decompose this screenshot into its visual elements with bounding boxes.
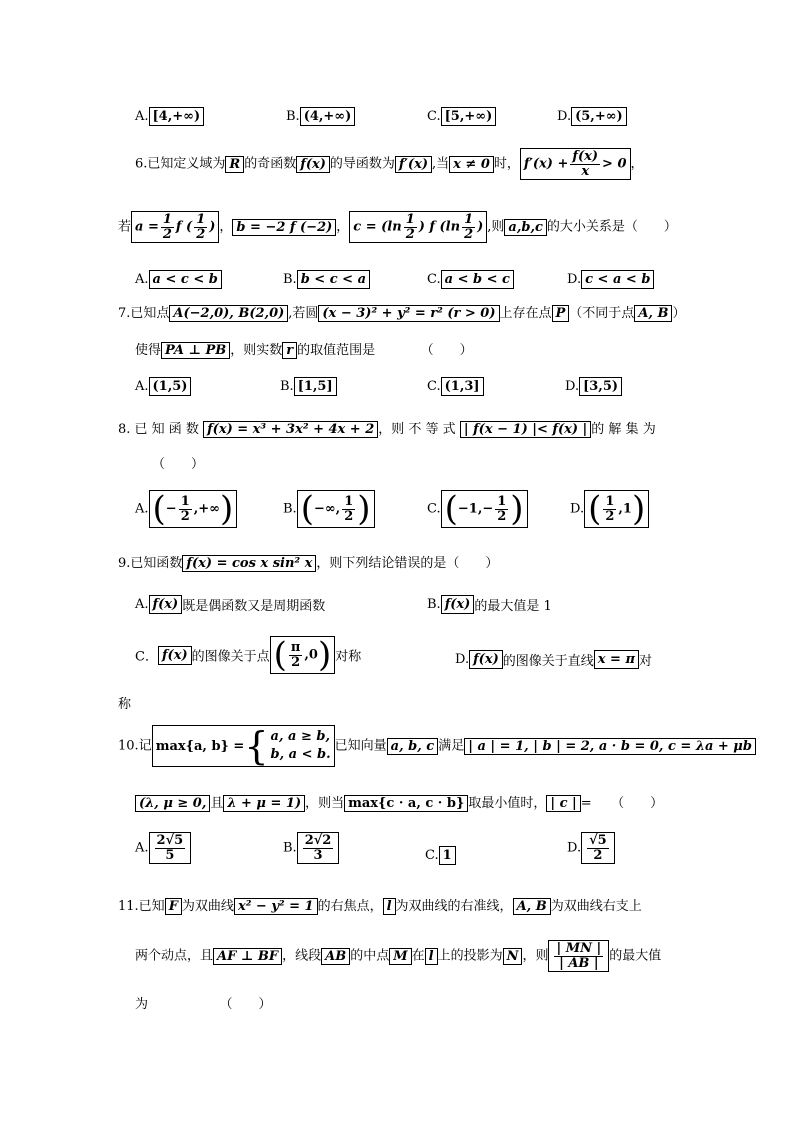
q9-option-b[interactable]: [427, 595, 552, 614]
stem-text: ，则下列结论错误的是（ ）: [316, 556, 499, 571]
math-expression: [441, 490, 528, 528]
fraction-denominator: 3: [313, 847, 323, 863]
math-part: max{a, b} =: [155, 738, 245, 754]
math-piecewise: [152, 725, 335, 767]
q8-option-a[interactable]: [135, 490, 237, 528]
fraction: [303, 834, 334, 862]
math-expression: [270, 636, 336, 674]
stem-text: ，则 不 等 式: [378, 422, 456, 437]
math-expression: [581, 832, 615, 864]
fraction-numerator: 1: [605, 493, 615, 509]
math-expression: [297, 490, 375, 528]
math-expression: [149, 490, 238, 528]
option-label: A.: [135, 501, 149, 517]
stem-text: ，: [630, 156, 644, 172]
math-part: −: [165, 501, 177, 517]
fraction-denominator: 2: [405, 226, 415, 242]
stem-text: 7.已知点: [118, 306, 170, 321]
stem-text: 的导函数为: [329, 156, 395, 172]
fraction-numerator: f(x): [572, 149, 599, 164]
fraction-denominator: 2: [497, 508, 507, 524]
paren-close: ): [220, 489, 234, 529]
q7-option-c[interactable]: [427, 377, 484, 396]
paren-close: ): [357, 489, 371, 529]
fraction: [495, 495, 508, 523]
math-expression: b < c < a: [297, 270, 370, 289]
q10-stem-line2: [135, 795, 663, 812]
math-expression: [1,5]: [294, 377, 337, 396]
math-expression: (1,5): [149, 377, 192, 396]
option-label: B.: [427, 597, 441, 612]
stem-text: 上存在点: [499, 306, 552, 321]
option-label: D.: [565, 379, 580, 394]
option-label: A.: [135, 840, 149, 856]
q10-option-c[interactable]: [425, 846, 456, 865]
q7-stem-line1: [118, 305, 685, 322]
math-part: ,1: [618, 501, 632, 517]
math-expression: f′(x): [395, 156, 432, 173]
stem-text: 且: [210, 796, 224, 811]
option-label: B.: [283, 501, 297, 517]
paren-open: (: [273, 635, 287, 675]
fraction-numerator: 1: [180, 493, 190, 509]
fraction-numerator: 1: [162, 212, 172, 227]
fraction-numerator: 1: [344, 493, 354, 509]
math-expression: A, B: [634, 305, 672, 322]
paren-open: (: [588, 489, 602, 529]
option-label: D.: [455, 652, 470, 667]
option-label: C.: [427, 109, 441, 124]
math-expression: (λ, μ ≥ 0,: [135, 795, 210, 812]
stem-text: 的 解 集 为: [591, 422, 656, 437]
math-expression: F: [165, 898, 182, 915]
fraction-numerator: 1: [464, 212, 474, 227]
math-inequality: [520, 148, 631, 180]
case-line: a, a ≥ b,: [270, 728, 330, 744]
stem-text: = （ ）: [580, 796, 664, 811]
math-expression: [584, 490, 649, 528]
q7-option-a[interactable]: [135, 377, 191, 396]
fraction: [570, 150, 600, 178]
fraction: [161, 213, 174, 241]
math-expression: A(−2,0), B(2,0): [169, 305, 288, 322]
q8-stem-line1: [118, 421, 656, 438]
math-expression: (4,+∞): [300, 107, 356, 126]
math-expression: [149, 832, 192, 864]
fraction-denominator: | AB |: [559, 955, 599, 971]
math-expression: (1,3]: [441, 377, 484, 396]
math-expression: (x − 3)² + y² = r² (r > 0): [318, 305, 499, 322]
math-part: ,0: [304, 647, 318, 663]
fraction-denominator: 2: [291, 654, 301, 670]
q6-stem-line1: [135, 148, 644, 180]
q7-stem-line2: [135, 342, 473, 359]
fraction-denominator: 2: [344, 508, 354, 524]
stem-text: （ ）: [152, 457, 205, 472]
math-expression: a, b, c: [387, 738, 439, 755]
math-expression: f(x): [158, 646, 192, 665]
q5-option-c[interactable]: [427, 107, 496, 126]
math-expression: f(x): [149, 595, 183, 614]
q9-option-d-wrap: [118, 698, 131, 711]
q5-option-a[interactable]: [135, 107, 204, 126]
option-label: D.: [567, 272, 582, 287]
math-part: f′(x) +: [523, 156, 569, 172]
math-expression: x² − y² = 1: [234, 898, 318, 915]
fraction: [289, 641, 303, 669]
math-expression: max{c · a, c · b}: [344, 795, 468, 812]
math-expression: [548, 940, 609, 972]
stem-text: 8. 已 知 函 数: [118, 422, 199, 437]
stem-text: 6.已知定义域为: [135, 156, 226, 172]
math-expression: λ + μ = 1): [223, 795, 305, 812]
q8-option-d[interactable]: [570, 490, 649, 528]
q10-option-d[interactable]: [567, 832, 615, 864]
fraction: [404, 213, 417, 241]
fraction: [462, 213, 475, 241]
q11-stem-line2: [135, 940, 661, 972]
option-label: C．: [135, 649, 158, 665]
math-part: c = (ln: [353, 219, 402, 235]
stem-text: 取最小值时，: [468, 796, 547, 811]
math-expression: (5,+∞): [571, 107, 627, 126]
option-label: C.: [427, 501, 441, 517]
math-expression: f(x) = x³ + 3x² + 4x + 2: [203, 421, 378, 438]
stem-text: ,则: [487, 219, 505, 235]
fraction-denominator: 2: [162, 226, 172, 242]
option-label: C.: [427, 272, 441, 287]
math-part: f (: [175, 219, 193, 235]
math-part: ,+∞: [193, 501, 220, 517]
math-expression: 1: [439, 846, 456, 865]
option-label: A.: [135, 272, 149, 287]
option-label: A.: [135, 109, 149, 124]
math-expression: [297, 832, 340, 864]
stem-text: 9.已知函数: [118, 556, 183, 571]
math-expression-c: [349, 211, 487, 243]
paren-open: (: [444, 489, 458, 529]
math-expression: c < a < b: [581, 270, 654, 289]
q7-option-b[interactable]: [280, 377, 337, 396]
option-text: 对: [638, 654, 652, 669]
math-expression: P: [552, 305, 570, 322]
math-part: −∞,: [313, 501, 341, 517]
math-part: ): [209, 219, 216, 235]
math-expression: a < c < b: [149, 270, 222, 289]
q9-stem: [118, 555, 498, 572]
option-label: A.: [135, 379, 149, 394]
fraction-numerator: | MN |: [556, 941, 602, 956]
q6-option-c[interactable]: [427, 270, 514, 289]
stem-text: 的大小关系是（ ）: [546, 219, 677, 235]
stem-text: 为双曲线: [181, 899, 234, 914]
stem-text: 在: [411, 948, 425, 964]
q9-option-c[interactable]: [135, 636, 361, 674]
stem-text: 为 （ ）: [135, 997, 272, 1012]
math-expression: f(x): [441, 595, 475, 614]
stem-text: ，则当: [305, 796, 345, 811]
paren-close: ): [510, 489, 524, 529]
stem-text: 若: [118, 219, 132, 235]
math-part: ) f (ln: [418, 219, 461, 235]
fraction-numerator: 1: [405, 212, 415, 227]
fraction-numerator: 2√5: [156, 833, 184, 848]
stem-text: ，: [219, 219, 233, 235]
fraction: [155, 834, 186, 862]
stem-text: 已知向量: [334, 738, 387, 754]
math-part: ): [477, 219, 484, 235]
option-text: 的最大值是 1: [474, 599, 552, 614]
stem-text: 时，: [493, 156, 520, 172]
fraction: [179, 495, 192, 523]
math-expression: | c |: [546, 795, 580, 812]
cases: [271, 728, 331, 764]
paren-open: (: [300, 489, 314, 529]
stem-text: 为双曲线的右准线，: [395, 899, 513, 914]
stem-text: 使得: [135, 343, 162, 358]
stem-text: 10.记: [118, 738, 152, 754]
stem-text: ，线段: [282, 948, 322, 964]
paren-close: ): [317, 635, 332, 675]
option-label: B.: [283, 272, 297, 287]
stem-text: 为双曲线右支上: [550, 899, 642, 914]
option-label: D.: [567, 840, 582, 856]
math-expression: AF ⊥ BF: [213, 948, 282, 965]
fraction-denominator: 2: [464, 226, 474, 242]
fraction-denominator: 5: [165, 847, 175, 863]
math-expression: R: [225, 156, 244, 173]
math-expression: a < b < c: [441, 270, 514, 289]
stem-text: 的奇函数: [244, 156, 297, 172]
q10-option-b[interactable]: [283, 832, 339, 864]
q8-option-b[interactable]: [283, 490, 375, 528]
math-part: −1,−: [457, 501, 494, 517]
option-text: 既是偶函数又是周期函数: [182, 599, 326, 614]
fraction-denominator: 2: [593, 847, 603, 863]
option-label: B.: [280, 379, 294, 394]
fraction-denominator: 2: [605, 508, 615, 524]
fraction-denominator: 2: [196, 226, 206, 242]
math-expression: | f(x − 1) |< f(x) |: [460, 421, 591, 438]
stem-text: ，则实数: [230, 343, 283, 358]
math-expression: [5,+∞): [441, 107, 497, 126]
fraction-numerator: 2√2: [304, 833, 332, 848]
q8-option-c[interactable]: [427, 490, 528, 528]
q6-option-d[interactable]: [567, 270, 654, 289]
option-label: A.: [135, 597, 149, 612]
q5-option-b[interactable]: [286, 107, 355, 126]
math-expression: | a | = 1, | b | = 2, a · b = 0, c = λa + μb: [464, 738, 756, 755]
q9-option-d[interactable]: [455, 650, 652, 669]
math-expression: [3,5): [579, 377, 622, 396]
fraction-numerator: √5: [589, 833, 607, 848]
math-part: a =: [135, 219, 159, 235]
math-expression: N: [503, 948, 523, 965]
stem-text: （不同于点: [569, 306, 635, 321]
math-expression: M: [389, 948, 411, 965]
math-expression: r: [282, 342, 297, 359]
fraction: [587, 834, 609, 862]
fraction-denominator: x: [581, 163, 590, 179]
stem-text: 两个动点，且: [135, 948, 214, 964]
option-text: 的图像关于直线: [502, 654, 594, 669]
paren-close: ): [631, 489, 646, 529]
option-text: 的图像关于点: [191, 649, 270, 665]
fraction: [342, 495, 355, 523]
stem-text: ,当: [431, 156, 450, 172]
paren-open: (: [152, 489, 166, 529]
option-label: D.: [570, 501, 585, 517]
q9-option-a[interactable]: [135, 595, 325, 614]
q8-stem-line2: [152, 458, 204, 471]
stem-text: 的中点: [350, 948, 390, 964]
math-expression: l: [383, 898, 396, 915]
math-expression: [4,+∞): [149, 107, 205, 126]
fraction-numerator: 1: [196, 212, 206, 227]
math-expression: a,b,c: [504, 219, 546, 236]
fraction: [554, 942, 603, 970]
math-expression: f(x): [469, 650, 503, 669]
fraction-numerator: π: [290, 639, 301, 655]
math-expression: l: [425, 948, 438, 965]
case-line: b, a < b.: [270, 747, 331, 762]
stem-text: 的右焦点，: [317, 899, 383, 914]
stem-text: ，则: [522, 948, 549, 964]
math-expression-b: b = −2 f (−2): [232, 219, 336, 236]
option-label: B.: [283, 840, 297, 856]
q11-stem-line1: [118, 898, 642, 915]
option-label: C.: [427, 379, 441, 394]
option-label: C.: [425, 848, 439, 863]
option-text: 称: [118, 697, 132, 712]
q7-option-d[interactable]: [565, 377, 622, 396]
math-expression: A, B: [513, 898, 551, 915]
fraction: [603, 495, 616, 523]
q10-option-a[interactable]: [135, 832, 191, 864]
math-expression: x = π: [594, 650, 639, 669]
math-part: > 0: [602, 156, 627, 172]
q10-stem-line1: [118, 725, 756, 767]
stem-text: ，: [336, 219, 350, 235]
q11-stem-line3: [135, 998, 272, 1011]
math-expression: f(x) = cos x sin² x: [182, 555, 316, 572]
math-expression: f(x): [296, 156, 330, 173]
q6-stem-line2: [118, 211, 677, 243]
math-expression-a: [131, 211, 219, 243]
fraction-denominator: 2: [180, 508, 190, 524]
stem-text: 的取值范围是 （ ）: [297, 343, 473, 358]
math-expression: AB: [321, 948, 350, 965]
math-expression: PA ⊥ PB: [161, 342, 230, 359]
brace-glyph: {: [244, 724, 269, 768]
stem-text: 的最大值: [609, 948, 662, 964]
stem-text: ,若圆: [288, 306, 319, 321]
option-label: D.: [557, 109, 572, 124]
q5-option-d[interactable]: [557, 107, 627, 126]
fraction-numerator: 1: [497, 493, 507, 509]
math-expression: x ≠ 0: [449, 156, 494, 173]
fraction: [194, 213, 207, 241]
stem-text: 11.已知: [118, 899, 165, 914]
stem-text: 满足: [438, 738, 465, 754]
stem-text: 上的投影为: [437, 948, 503, 964]
option-text: 对称: [335, 649, 362, 665]
q6-option-a[interactable]: [135, 270, 222, 289]
stem-text: ）: [672, 306, 686, 321]
option-label: B.: [286, 109, 300, 124]
q6-option-b[interactable]: [283, 270, 370, 289]
piecewise: [155, 724, 331, 768]
